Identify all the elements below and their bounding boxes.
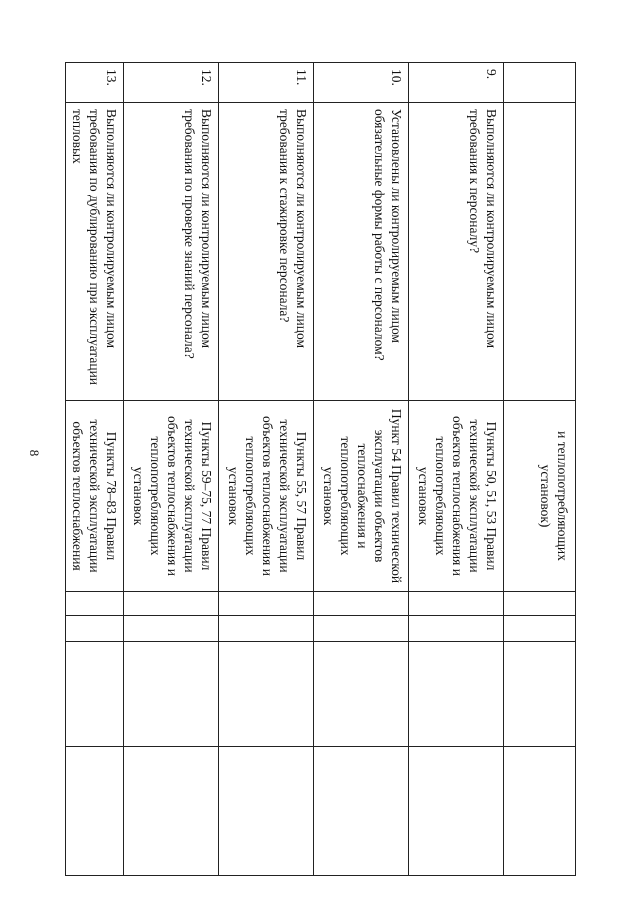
- cell-num: [504, 63, 576, 103]
- cell-na: [314, 642, 409, 747]
- cell-na: [504, 642, 576, 747]
- rotated-table-frame: [70, 62, 576, 875]
- cell-num: 12.: [124, 63, 219, 103]
- cell-requisite: Пункты 78–83 Правил технической эксплуатации объектов теплоснабжения: [66, 401, 124, 592]
- table-row: [219, 63, 314, 876]
- cell-requisite: Пункты 59–75, 77 Правил технической эксплуатации объектов теплоснабжения и теплопотребляющих установок: [124, 401, 219, 592]
- table-row: [66, 63, 124, 876]
- page-number: 8: [27, 449, 42, 457]
- cell-question: Выполняются ли контролируемым лицом требования по дублированию при эксплуатации тепловых: [66, 103, 124, 401]
- cell-yes: [409, 592, 504, 616]
- cell-no: [219, 616, 314, 642]
- cell-yes: [219, 592, 314, 616]
- cell-yes: [66, 592, 124, 616]
- cell-no: [314, 616, 409, 642]
- cell-no: [124, 616, 219, 642]
- cell-num: 13.: [66, 63, 124, 103]
- cell-num: 9.: [409, 63, 504, 103]
- cell-yes: [124, 592, 219, 616]
- cell-no: [66, 616, 124, 642]
- table-row: [314, 63, 409, 876]
- cell-yes: [504, 592, 576, 616]
- cell-note: [409, 747, 504, 876]
- cell-requisite: Пункты 55, 57 Правил технической эксплуатации объектов теплоснабжения и теплопотребляющих установок: [219, 401, 314, 592]
- cell-note: [219, 747, 314, 876]
- cell-question: [504, 103, 576, 401]
- cell-yes: [314, 592, 409, 616]
- cell-na: [219, 642, 314, 747]
- cell-requisite: Пункты 50, 51, 53 Правил технической эксплуатации объектов теплоснабжения и теплопотребляющих установок: [409, 401, 504, 592]
- cell-num: 10.: [314, 63, 409, 103]
- cell-requisite: и теплопотребляющих установок): [504, 401, 576, 592]
- checklist-table: [65, 62, 576, 876]
- cell-no: [409, 616, 504, 642]
- table-row-continuation: [504, 63, 576, 876]
- checklist-table-container: [70, 62, 576, 875]
- cell-no: [504, 616, 576, 642]
- cell-na: [124, 642, 219, 747]
- cell-question: Выполняются ли контролируемым лицом требования к стажировке персонала?: [219, 103, 314, 401]
- cell-question: Установлены ли контролируемым лицом обязательные формы работы с персоналом?: [314, 103, 409, 401]
- table-row: [124, 63, 219, 876]
- cell-na: [409, 642, 504, 747]
- cell-question: Выполняются ли контролируемым лицом требования к персоналу?: [409, 103, 504, 401]
- cell-num: 11.: [219, 63, 314, 103]
- cell-na: [66, 642, 124, 747]
- cell-note: [66, 747, 124, 876]
- cell-note: [504, 747, 576, 876]
- cell-question: Выполняются ли контролируемым лицом требования по проверке знаний персонала?: [124, 103, 219, 401]
- table-row: [409, 63, 504, 876]
- cell-requisite: Пункт 54 Правил технической эксплуатации объектов теплоснабжения и теплопотребляющих установок: [314, 401, 409, 592]
- cell-note: [124, 747, 219, 876]
- cell-note: [314, 747, 409, 876]
